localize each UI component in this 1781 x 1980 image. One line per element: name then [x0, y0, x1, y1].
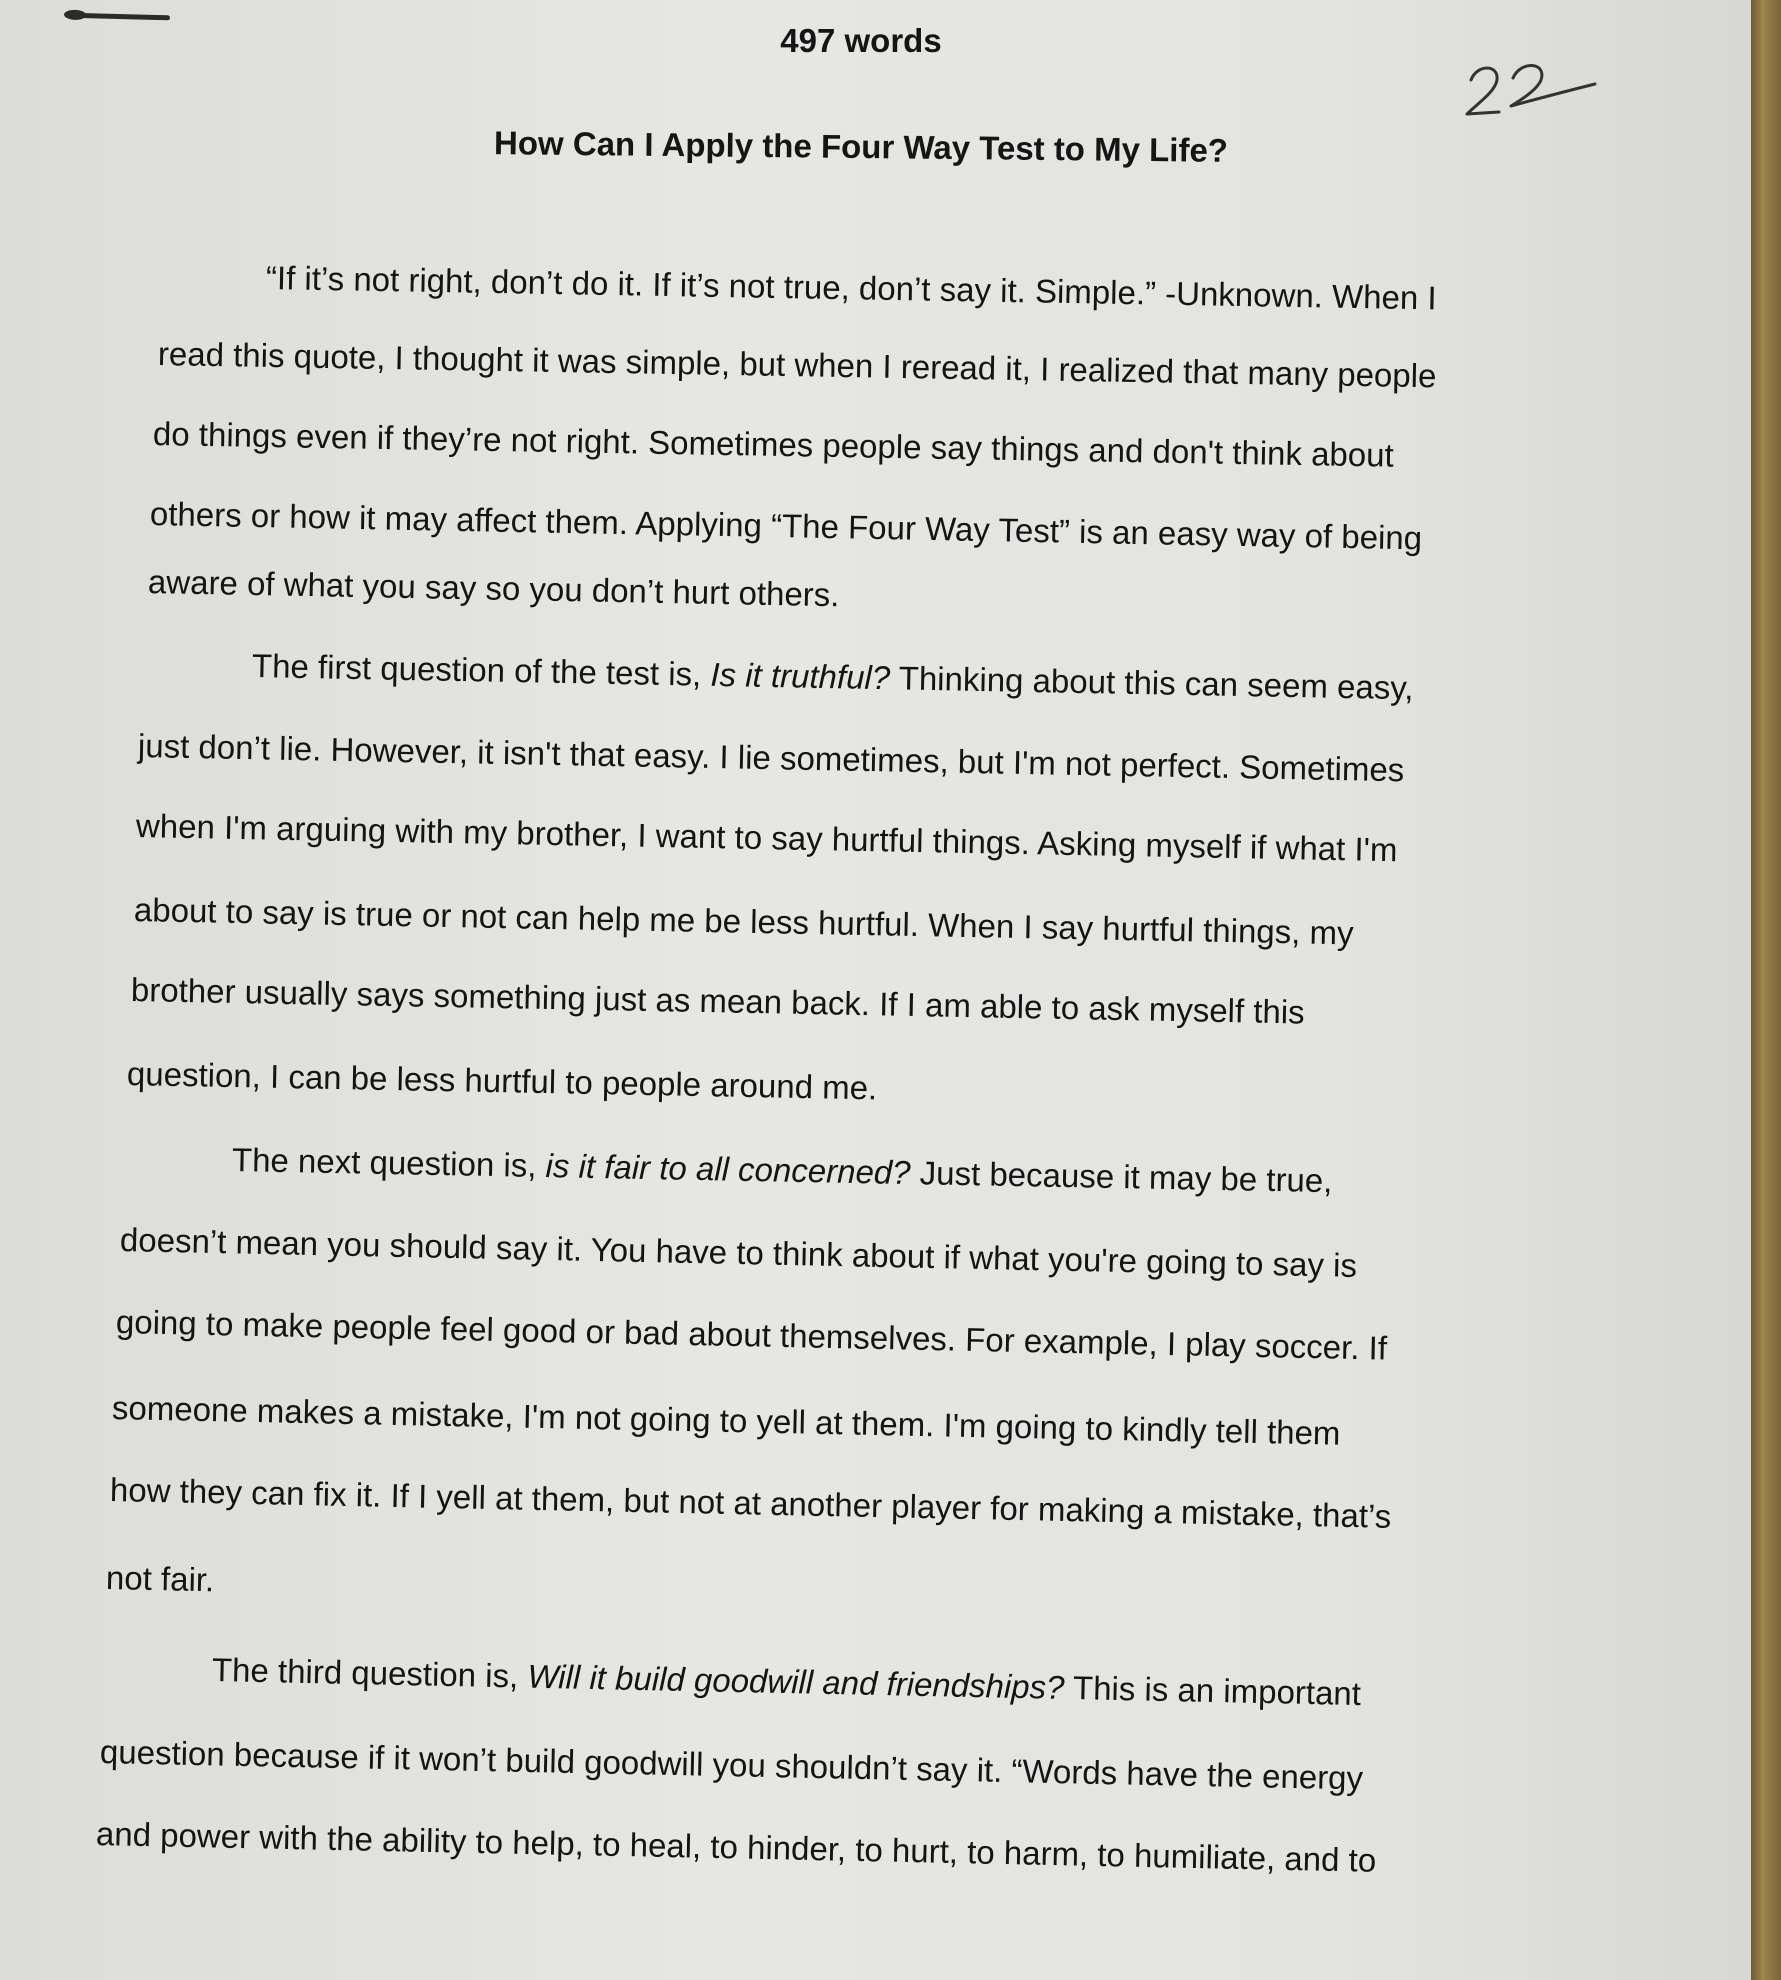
paragraph-3-line-2: doesn’t mean you should say it. You have to think about if what you're going to say is	[119, 1221, 1358, 1284]
table-edge	[1751, 0, 1781, 1980]
paragraph-3-line-3: going to make people feel good or bad about themselves. For example, I play soccer. If	[115, 1303, 1388, 1367]
paragraph-2-line-1	[252, 646, 1414, 708]
paragraph-3-line-6: not fair.	[105, 1559, 215, 1599]
paragraph-4-question: Will it build goodwill and friendships?	[527, 1657, 1065, 1706]
paragraph-3-line-4: someone makes a mistake, I'm not going to yell at them. I'm going to kindly tell them	[111, 1389, 1341, 1452]
paragraph-2-text-after: Thinking about this can seem easy,	[889, 659, 1414, 707]
paragraph-4-text-before: The third question is,	[211, 1651, 528, 1695]
paragraph-1-line-1: “If it’s not right, don’t do it. If it’s not true, don’t say it. Simple.” -Unknown. When I	[265, 259, 1437, 317]
essay-title: How Can I Apply the Four Way Test to My Life?	[493, 124, 1229, 169]
paragraph-3-question: is it fair to all concerned?	[545, 1147, 911, 1192]
paragraph-2-line-4: about to say is true or not can help me be less hurtful. When I say hurtful things, my	[133, 891, 1354, 952]
paragraph-3-line-1	[232, 1140, 1333, 1201]
pen-mark	[68, 13, 170, 21]
paragraph-3-line-5: how they can fix it. If I yell at them, but not at another player for making a mistake, that’s	[109, 1471, 1392, 1535]
paragraph-1-line-2: read this quote, I thought it was simple, but when I reread it, I realized that many people	[157, 335, 1437, 395]
paragraph-2-line-6: question, I can be less hurtful to people around me.	[126, 1055, 878, 1107]
paragraph-2-line-2: just don’t lie. However, it isn't that easy. I lie sometimes, but I'm not perfect. Sometimes	[137, 727, 1405, 789]
paragraph-4-text-after: This is an important	[1064, 1668, 1362, 1713]
paragraph-3-text-after: Just because it may be true,	[910, 1154, 1333, 1200]
handwritten-grade	[1455, 52, 1605, 122]
paragraph-2-line-3: when I'm arguing with my brother, I want to say hurtful things. Asking myself if what I'm	[135, 807, 1398, 869]
paragraph-2-text-before: The first question of the test is,	[251, 647, 711, 693]
paragraph-2-question: Is it truthful?	[710, 655, 891, 697]
paragraph-3-text-before: The next question is,	[231, 1141, 546, 1185]
paragraph-2-line-5: brother usually says something just as mean back. If I am able to ask myself this	[130, 971, 1306, 1031]
word-count: 497 words	[780, 22, 942, 59]
paragraph-1-line-5: aware of what you say so you don’t hurt others.	[147, 563, 840, 614]
paragraph-4-line-2: question because if it won’t build goodwill you shouldn’t say it. “Words have the energy	[99, 1733, 1364, 1797]
paragraph-1-line-3: do things even if they’re not right. Sometimes people say things and don't think about	[152, 415, 1395, 474]
paragraph-4-line-1	[212, 1650, 1362, 1714]
paragraph-4-line-3: and power with the ability to help, to heal, to hinder, to hurt, to harm, to humiliate, and to	[95, 1815, 1377, 1879]
paragraph-1-line-4: others or how it may affect them. Applying “The Four Way Test” is an easy way of being	[149, 495, 1423, 557]
